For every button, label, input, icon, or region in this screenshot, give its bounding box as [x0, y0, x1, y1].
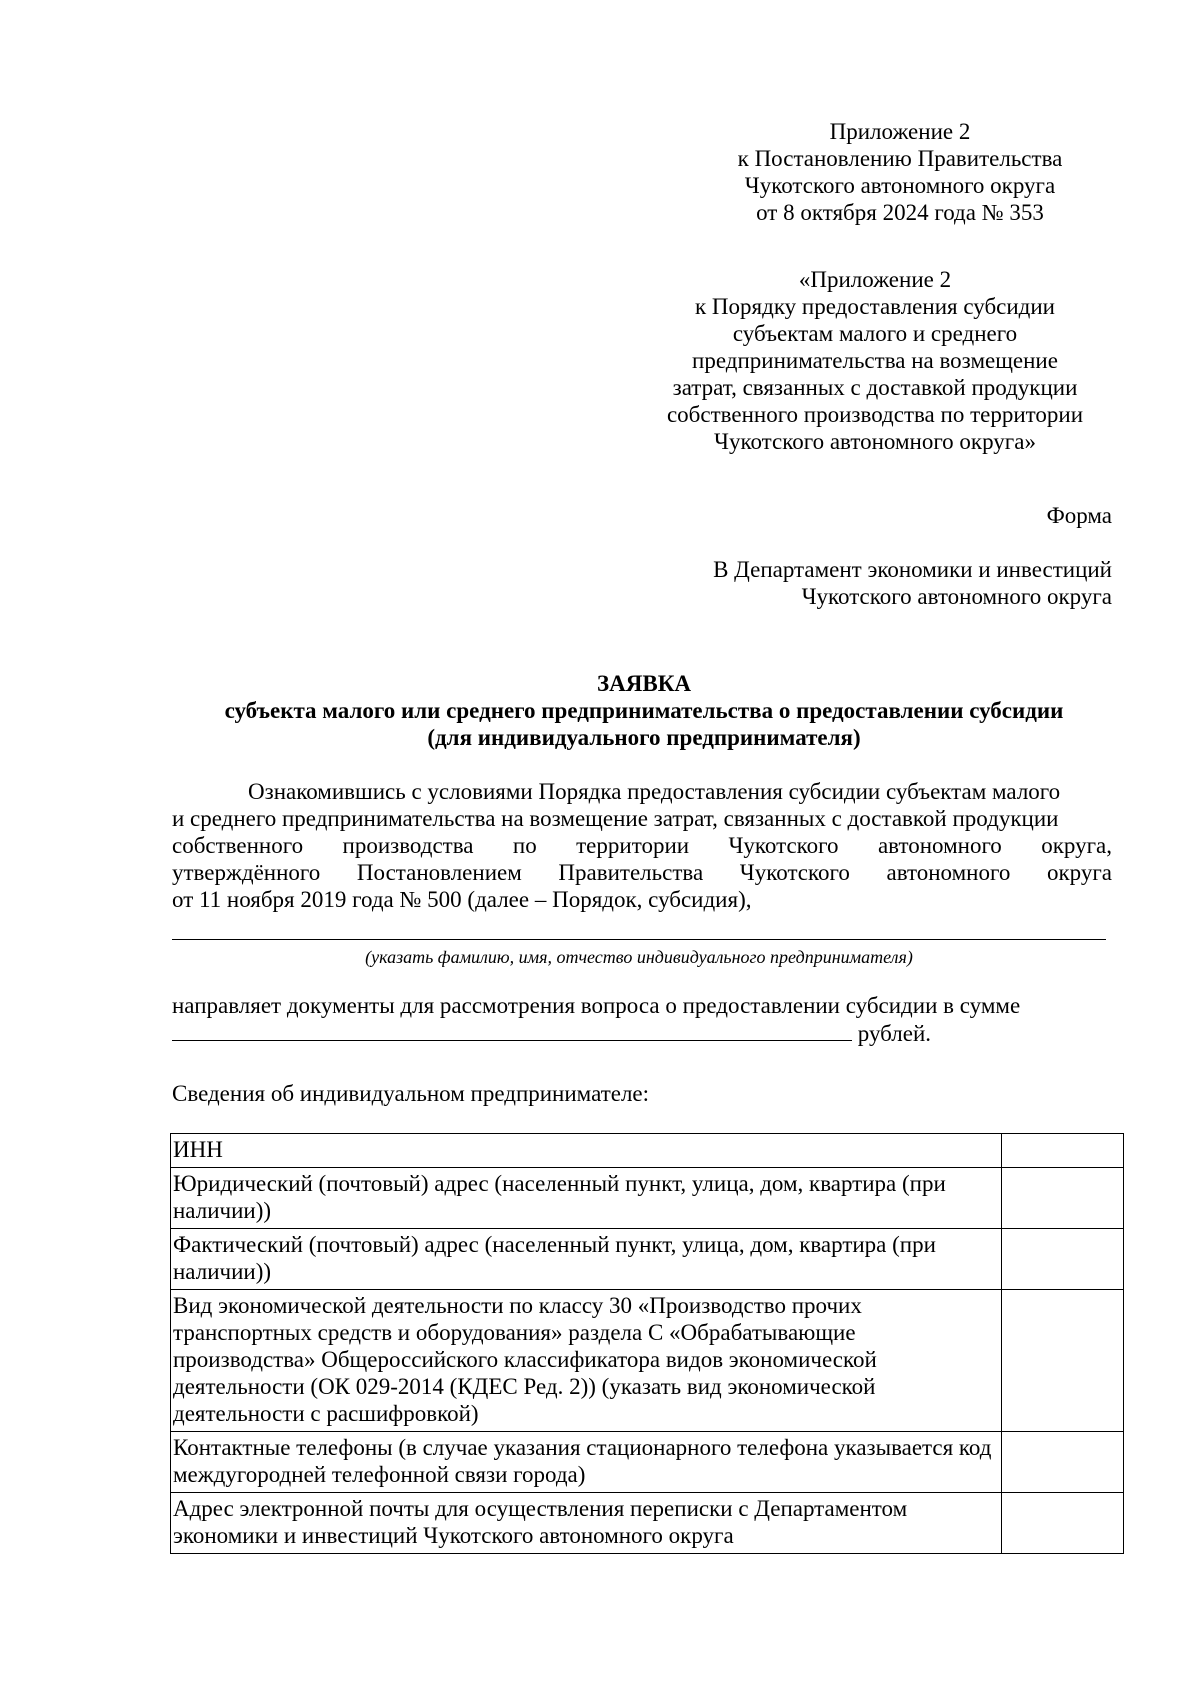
row-value-cell[interactable] [1002, 1432, 1124, 1493]
appendix-header-line: Чукотского автономного округа [744, 173, 1056, 198]
appendix-header-line: к Постановлению Правительства [737, 146, 1063, 171]
appendix-quoted-line: предпринимательства на возмещение [692, 348, 1058, 373]
row-value-cell[interactable] [1002, 1290, 1124, 1432]
appendix-header-line: Приложение 2 [829, 119, 971, 144]
fio-hint: (указать фамилию, имя, отчество индивидуального предпринимателя) [365, 947, 913, 967]
appendix-quoted-line: «Приложение 2 [798, 267, 952, 292]
title-main: ЗАЯВКА [597, 671, 691, 696]
addressee-line: Чукотского автономного округа [801, 584, 1112, 609]
table-row [171, 1290, 1124, 1432]
appendix-quoted-line: Чукотского автономного округа» [714, 429, 1036, 454]
title-subtitle: (для индивидуального предпринимателя) [427, 725, 861, 750]
row-label: Юридический (почтовый) адрес (населенный пункт, улица, дом, квартира (при наличии)) [171, 1168, 1002, 1229]
appendix-quoted [640, 266, 1110, 455]
appendix-quoted-line: затрат, связанных с доставкой продукции [672, 375, 1078, 400]
row-value-cell[interactable] [1002, 1134, 1124, 1168]
intro-paragraph [172, 778, 1112, 913]
document-title [0, 670, 1200, 751]
table-row [171, 1432, 1124, 1493]
addressee [713, 556, 1112, 610]
intro-line: от 11 ноября 2019 года № 500 (далее – Порядок, субсидия), [172, 887, 752, 912]
sum-blank-field[interactable] [172, 1020, 852, 1041]
appendix-header [690, 118, 1110, 226]
row-value-cell[interactable] [1002, 1493, 1124, 1554]
table-row [171, 1493, 1124, 1554]
appendix-quoted-line: к Порядку предоставления субсидии [695, 294, 1055, 319]
table-row [171, 1134, 1124, 1168]
appendix-header-line: от 8 октября 2024 года № 353 [756, 200, 1044, 225]
title-subtitle: субъекта малого или среднего предпринимательства о предоставлении субсидии [224, 698, 1064, 723]
intro-line: утверждённого Постановлением Правительства Чукотского автономного округа [172, 860, 1112, 885]
row-value-cell[interactable] [1002, 1168, 1124, 1229]
info-table [170, 1133, 1124, 1554]
form-label: Форма [1046, 503, 1112, 528]
info-heading: Сведения об индивидуальном предпринимателе: [172, 1081, 650, 1106]
row-label: Адрес электронной почты для осуществления переписки с Департаментом экономики и инвестиций Чукотского автономного округа [171, 1493, 1002, 1554]
sum-suffix: рублей. [852, 1021, 932, 1046]
sum-line [172, 1020, 931, 1047]
fio-blank-line[interactable] [172, 939, 1106, 940]
intro-line: Ознакомившись с условиями Порядка предоставления субсидии субъектам малого [248, 779, 1061, 804]
row-label: Фактический (почтовый) адрес (населенный пункт, улица, дом, квартира (при наличии)) [171, 1229, 1002, 1290]
row-value-cell[interactable] [1002, 1229, 1124, 1290]
appendix-quoted-line: собственного производства по территории [666, 402, 1084, 427]
row-label: Вид экономической деятельности по классу 30 «Производство прочих транспортных средств и оборудования» раздела С «Обрабатывающие производства» Общероссийского классификатора видов экономической деятельности (ОК 029-2014 (КДЕС Ред. 2)) (указать вид экономической деятельности с расшифровкой) [171, 1290, 1002, 1432]
intro-line: и среднего предпринимательства на возмещение затрат, связанных с доставкой продукции [172, 806, 1059, 831]
intro-line: собственного производства по территории Чукотского автономного округа, [172, 833, 1112, 858]
table-row [171, 1168, 1124, 1229]
row-label: ИНН [171, 1134, 1002, 1168]
table-row [171, 1229, 1124, 1290]
appendix-quoted-line: субъектам малого и среднего [732, 321, 1018, 346]
sends-text: направляет документы для рассмотрения вопроса о предоставлении субсидии в сумме [172, 993, 1021, 1018]
addressee-line: В Департамент экономики и инвестиций [713, 557, 1112, 582]
row-label: Контактные телефоны (в случае указания стационарного телефона указывается код междугородней телефонной связи города) [171, 1432, 1002, 1493]
